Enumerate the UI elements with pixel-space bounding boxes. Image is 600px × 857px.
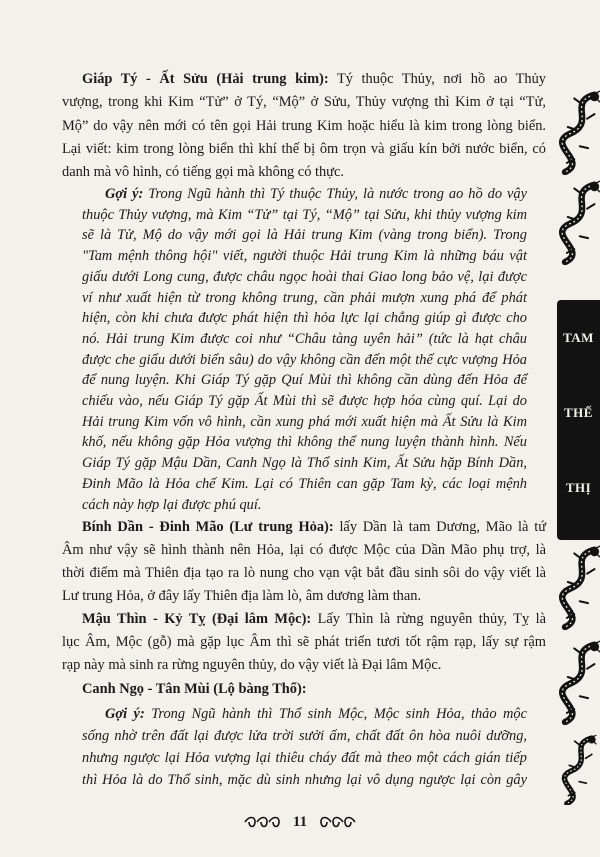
text-line: Giáp Tý gặp Mậu Dần, Canh Ngọ là Thổ sinh Kim, Ất Sửu hặp Bính Dần, (82, 455, 527, 472)
text-line: danh mà vô hình, có tiếng gọi mà không có thực. (62, 164, 344, 181)
section-heading: Giáp Tý - Ất Sửu (Hải trung kim): (82, 71, 329, 87)
text-line: sống nhờ trên đất lại được lửa trời sưởi ấm, chất đất ôn hòa nuôi dưỡng, (82, 728, 527, 744)
section-heading: Canh Ngọ - Tân Mùi (Lộ bàng Thổ): (82, 681, 307, 697)
text-line: Lư trung Hỏa, ở đây lấy Thiên địa làm lò, âm dương làm than. (62, 588, 422, 604)
text-line: rạp này mà sinh ra rừng nguyên thủy, do vậy viết là Đại lâm Mộc. (62, 657, 442, 673)
text-line: để nung luyện. Khi Giáp Tý gặp Quí Mùi thì không cần dùng đến Hỏa để (82, 372, 527, 389)
text-line: Bính Dần - Đinh Mão (Lư trung Hỏa): lấy Dần là tam Dương, Mão là tứ (82, 519, 546, 535)
text-line: lục Âm, Mộc (gỗ) mà gặp lục Âm thì sẽ phát triển tươi tốt rậm rạp, lấy sự rậm (62, 634, 546, 650)
chapter-tab-word: TAM (563, 330, 594, 345)
section-giap-ty-at-suu (62, 68, 546, 184)
page-number: 11 (292, 813, 308, 830)
page-footer (0, 810, 600, 834)
text-line: vượng, trong khi Kim “Tử” ở Tý, “Mộ” ở Sửu, Thủy vượng thì Kim ở tại “Tử, (62, 94, 546, 111)
chapter-tab-word: THẾ (564, 405, 593, 420)
text-line: giấu dưới Long cung, được châu ngọc hoài thai Giao long bảo vệ, lại được (82, 268, 527, 285)
text-line: hiện, còn khi chưa được phát hiện thì hỏa lực lại chẳng giúp gì được cho (82, 310, 527, 327)
text-line: Đinh Mão là Hỏa chế Kim. Lại có Thiên can gặp Tam kỳ, các loại mệnh (82, 475, 527, 492)
text-line: Mộ” do vậy nên mới có tên gọi Hải trung Kim hoặc hiểu là kim trong lòng biển. (62, 117, 546, 134)
text-line: Mậu Thìn - Kỷ Tỵ (Đại lâm Mộc): Lấy Thìn là rừng nguyên thủy, Tỵ là (82, 611, 546, 627)
text-line: được che giấu dưới biển sâu) do vậy không cần đến một thế cực vượng Hỏa (82, 351, 527, 368)
text-line: ví như xuất hiện từ trong không trung, cần phải mượn xung phá để phát (82, 289, 527, 306)
swirl-icon (243, 815, 283, 829)
text-line: nó. Hải trung Kim được coi như “Châu tàng uyên hải” (tức là hạt châu (82, 330, 527, 347)
text-line: chiếu vào, nếu Giáp Tý gặp Ất Mùi thì sẽ được hợp hóa cùng quí. Lại do (82, 393, 527, 410)
section-heading: Mậu Thìn - Kỷ Tỵ (Đại lâm Mộc): (82, 611, 312, 627)
text-line: cách này hợp lại được phú quí. (82, 496, 262, 513)
section-mau-thin-ky-ty (62, 608, 546, 677)
text-line: Lại viết: kim trong lòng biển thì khí thế bị ôm trọn và giấu kín bởi nước biển, có (62, 140, 546, 157)
text-line: "Tam mệnh thông hội" viết, người thuộc Hải trung Kim là những báu vật (82, 248, 527, 265)
text-line: Hải trung Kim vốn vô hình, cần xung phá mới xuất hiện mà Ất Sửu là Kim (82, 413, 527, 430)
dragon-icon (564, 735, 596, 803)
text-line: Giáp Tý - Ất Sửu (Hải trung kim): Tý thuộc Thủy, nơi hồ ao Thủy (82, 71, 546, 87)
dragon-icon (562, 641, 600, 722)
text-line: thời điểm mà Thiên địa tạo ra lò nung cho vạn vật bắt đầu sinh sôi do vậy viết là (62, 565, 546, 581)
hint-paragraph-2 (82, 703, 527, 791)
hint-paragraph-1 (82, 184, 527, 515)
section-canh-ngo-tan-mui (62, 678, 546, 701)
section-binh-dan-dinh-mao (62, 516, 546, 608)
text-line: thì Hỏa là do Thổ sinh, mặc dù sinh nhưng lại vô dụng ngược lại còn gây (82, 772, 527, 788)
text-line: Gợi ý: Trong Ngũ hành thì Thổ sinh Mộc, Mộc sinh Hỏa, thảo mộc (105, 706, 527, 722)
section-heading: Bính Dần - Đinh Mão (Lư trung Hỏa): (82, 519, 334, 535)
side-ornament-strip (550, 0, 600, 852)
dragon-icon (562, 91, 600, 172)
swirl-icon (317, 815, 357, 829)
text-line: Âm như vậy sẽ hình thành nên Hỏa, lại có được Mộc của Dần Mão phụ trợ, là (62, 542, 546, 558)
hint-label: Gợi ý: (105, 706, 145, 722)
dragon-icon (562, 546, 600, 627)
text-line: sẽ là Tử, Mộ do vậy mới gọi là Hải trung Kim (vàng trong biển). Trong (82, 227, 527, 244)
chapter-tab (557, 300, 600, 540)
text-line: thuộc Thủy vượng, mà Kim “Tử” tại Tý, “Mộ” tại Sửu, khi thủy vượng kim (82, 206, 527, 223)
text-line: khố, nếu không gặp Hỏa vượng thì không thể nung luyện thành hình. Nếu (82, 434, 527, 451)
text-line (62, 678, 546, 701)
text-line: Gợi ý: Trong Ngũ hành thì Tý thuộc Thủy, là nước trong ao hồ do vậy (105, 186, 527, 202)
dragon-icon (562, 181, 600, 262)
chapter-tab-word: THỊ (565, 480, 592, 495)
text-line: nhưng ngược lại Hỏa vượng lại thiêu cháy đất mà theo một cách gián tiếp (82, 750, 527, 766)
hint-label: Gợi ý: (105, 186, 144, 202)
